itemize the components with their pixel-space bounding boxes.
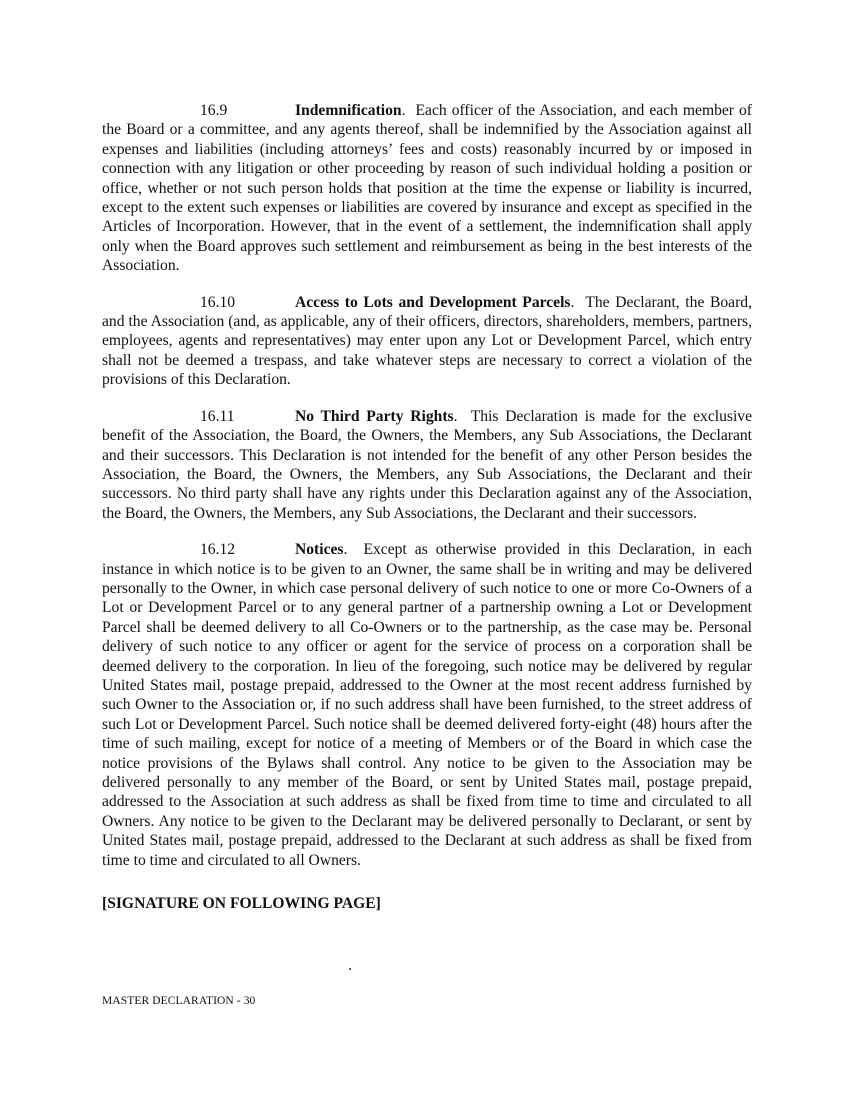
section-16-11: 16.11 No Third Party Rights. This Declaration is made for the exclusive benefit of the Association, the Board, the Owners, the Members, any Sub Associations, the Declarant and their successors. This Declaration is not intended for the benefit of any other Person besides the Association, the Board, the Owners, the Members, any Sub Associations, the Declarant and their successors. No third party shall have any rights under this Declaration against any of the Association, the Board, the Owners, the Members, any Sub Associations, the Declarant and their successors.	[102, 407, 752, 522]
section-number: 16.12	[200, 541, 236, 559]
section-title: Access to Lots and Development Parcels	[295, 293, 571, 311]
page-footer: MASTER DECLARATION - 30	[102, 995, 256, 1007]
section-16-10: 16.10 Access to Lots and Development Parcels. The Declarant, the Board, and the Association (and, as applicable, any of their officers, directors, shareholders, members, partners, employees, agents and representatives) may enter upon any Lot or Development Parcel, which entry shall not be deemed a trespass, and take whatever steps are necessary to correct a violation of the provisions of this Declaration.	[102, 293, 752, 389]
stray-dot	[349, 968, 351, 970]
document-page	[102, 101, 752, 913]
section-number: 16.9	[200, 102, 228, 119]
section-text: Each officer of the Association, and each member of the Board or a committee, and any agents thereof, shall be indemnified by the Association against all expenses and liabilities (including attorneys’ fees and costs) reasonably incurred by or imposed in connection with any litigation or other proceeding by reason of such individual holding a position or office, whether or not such person holds that position at the time the expense or liability is incurred, except to the extent such expenses or liabilities are covered by insurance and except as specified in the Articles of Incorporation. However, that in the event of a settlement, the indemnification shall apply only when the Board approves such settlement and reimbursement as being in the best interests of the Association.	[102, 102, 753, 275]
section-text: This Declaration is made for the exclusive benefit of the Association, the Board, the Owners, the Members, any Sub Associations, the Declarant and their successors. This Declaration is not intended for the benefit of any other Person besides the Association, the Board, the Owners, the Members, any Sub Associations, the Declarant and their successors. No third party shall have any rights under this Declaration against any of the Association, the Board, the Owners, the Members, any Sub Associations, the Declarant and their successors.	[102, 407, 752, 522]
section-16-12: 16.12 Notices. Except as otherwise provided in this Declaration, in each instance in which notice is to be given to an Owner, the same shall be in writing and may be delivered personally to the Owner, in which case personal delivery of such notice to one or more Co-Owners of a Lot or Development Parcel or to any general partner of a partnership owning a Lot or Development Parcel shall be deemed delivery to all Co-Owners or to the partnership, as the case may be. Personal delivery of such notice to any officer or agent for the service of process on a corporation shall be deemed delivery to the corporation. In lieu of the foregoing, such notice may be delivered by regular United States mail, postage prepaid, addressed to the Owner at the most recent address furnished by such Owner to the Association or, if no such address shall have been furnished, to the street address of such Lot or Development Parcel. Such notice shall be deemed delivered forty-eight (48) hours after the time of such mailing, except for notice of a meeting of Members or of the Board in which case the notice provisions of the Bylaws shall control. Any notice to be given to the Association may be delivered personally to any member of the Board, or sent by United States mail, postage prepaid, addressed to the Association at such address as shall be fixed from time to time and circulated to all Owners. Any notice to be given to the Declarant may be delivered personally to Declarant, or sent by United States mail, postage prepaid, addressed to the Declarant at such address as shall be fixed from time to time and circulated to all Owners.	[102, 541, 752, 869]
section-title: Indemnification	[295, 102, 402, 119]
section-text: The Declarant, the Board, and the Association (and, as applicable, any of their officers, directors, shareholders, members, partners, employees, agents and representatives) may enter upon any Lot or Development Parcel, which entry shall not be deemed a trespass, and take whatever steps are necessary to correct a violation of the provisions of this Declaration.	[102, 293, 752, 389]
section-number: 16.11	[200, 407, 235, 425]
section-16-9: 16.9 Indemnification. Each officer of the Association, and each member of the Board or a committee, and any agents thereof, shall be indemnified by the Association against all expenses and liabilities (including attorneys’ fees and costs) reasonably incurred by or imposed in connection with any litigation or other proceeding by reason of such individual holding a position or office, whether or not such person holds that position at the time the expense or liability is incurred, except to the extent such expenses or liabilities are covered by insurance and except as specified in the Articles of Incorporation. However, that in the event of a settlement, the indemnification shall apply only when the Board approves such settlement and reimbursement as being in the best interests of the Association.	[102, 102, 753, 275]
section-title: Notices	[295, 541, 344, 559]
signature-note: [SIGNATURE ON FOLLOWING PAGE]	[102, 895, 381, 913]
section-text: Except as otherwise provided in this Declaration, in each instance in which notice is to be given to an Owner, the same shall be in writing and may be delivered personally to the Owner, in which case personal delivery of such notice to one or more Co-Owners of a Lot or Development Parcel or to any general partner of a partnership owning a Lot or Development Parcel shall be deemed delivery to all Co-Owners or to the partnership, as the case may be. Personal delivery of such notice to any officer or agent for the service of process on a corporation shall be deemed delivery to the corporation. In lieu of the foregoing, such notice may be delivered by regular United States mail, postage prepaid, addressed to the Owner at the most recent address furnished by such Owner to the Association or, if no such address shall have been furnished, to the street address of such Lot or Development Parcel. Such notice shall be deemed delivered forty-eight (48) hours after the time of such mailing, except for notice of a meeting of Members or of the Board in which case the notice provisions of the Bylaws shall control. Any notice to be given to the Association may be delivered personally to any member of the Board, or sent by United States mail, postage prepaid, addressed to the Association at such address as shall be fixed from time to time and circulated to all Owners. Any notice to be given to the Declarant may be delivered personally to Declarant, or sent by United States mail, postage prepaid, addressed to the Declarant at such address as shall be fixed from time to time and circulated to all Owners.	[102, 541, 752, 869]
section-number: 16.10	[200, 293, 236, 311]
section-title: No Third Party Rights	[295, 407, 454, 425]
